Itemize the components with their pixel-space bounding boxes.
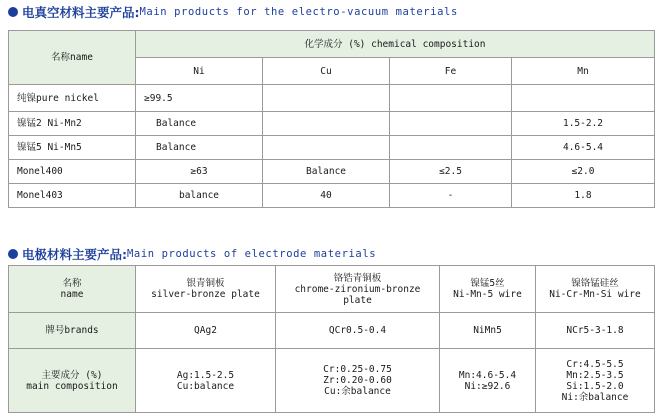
header-col-cn: 铬锆青铜板 [333, 272, 382, 284]
cell-fe [390, 112, 512, 136]
row-name: 镍锰2 Ni-Mn2 [9, 112, 136, 136]
table-row [9, 160, 655, 184]
section-title-cn: 电极材料主要产品: [22, 247, 127, 262]
header-col-en: chrome-zironium-bronze plate [294, 283, 421, 306]
cell-cu [263, 136, 390, 160]
bullet-icon [8, 249, 18, 259]
composition-cell [136, 349, 276, 413]
cell-ni: ≥99.5 [136, 85, 263, 112]
header-col [136, 266, 276, 313]
header-col-cn: 银青铜板 [186, 278, 225, 289]
header-name-cn: 名称 [62, 278, 82, 289]
cell-mn: ≤2.0 [512, 160, 655, 184]
row-name: 纯镍pure nickel [9, 85, 136, 112]
header-name [9, 266, 136, 313]
composition-label [9, 349, 136, 413]
header-col-en: Ni-Cr-Mn-Si wire [549, 289, 641, 300]
header-col [536, 266, 655, 313]
header-col-en: Ni-Mn-5 wire [453, 289, 522, 300]
cell-mn: 1.5-2.2 [512, 112, 655, 136]
cell-ni: balance [136, 184, 263, 208]
cell-ni: Balance [136, 112, 263, 136]
table-row [9, 85, 655, 112]
cell-fe: ≤2.5 [390, 160, 512, 184]
composition-line: Ni:≥92.6 [464, 380, 511, 392]
header-name-en: name [60, 289, 84, 300]
composition-line: Cu:余balance [324, 386, 391, 397]
row-name: Monel403 [9, 184, 136, 208]
section-title-cn: 电真空材料主要产品: [22, 5, 140, 20]
brand-cell: NCr5-3-1.8 [536, 313, 655, 349]
composition-line: Ni:余balance [561, 391, 629, 403]
cell-cu [263, 112, 390, 136]
header-col [276, 266, 440, 313]
header-cu: Cu [263, 58, 390, 85]
header-col [440, 266, 536, 313]
row-name: Monel400 [9, 160, 136, 184]
composition-line: Si:1.5-2.0 [566, 380, 624, 392]
header-col-en: silver-bronze plate [151, 289, 260, 300]
cell-fe [390, 136, 512, 160]
cell-fe: - [390, 184, 512, 208]
composition-line: Ag:1.5-2.5 [176, 369, 235, 381]
cell-mn: 1.8 [512, 184, 655, 208]
section-title-en: Main products for the electro-vacuum materials [139, 6, 458, 18]
table-row [9, 184, 655, 208]
row-name: 镍锰5 Ni-Mn5 [9, 136, 136, 160]
bullet-icon [8, 7, 18, 17]
brand-cell: QAg2 [136, 313, 276, 349]
composition-cell [536, 349, 655, 413]
header-name: 名称name [9, 31, 136, 85]
table-row [9, 349, 655, 413]
composition-cell [440, 349, 536, 413]
composition-line: Cr:4.5-5.5 [566, 358, 624, 370]
cell-fe [390, 85, 512, 112]
section-heading-electrode [8, 245, 376, 263]
composition-label-en: main composition [26, 380, 118, 392]
header-composition: 化学成分 (%) chemical composition [136, 31, 655, 58]
brands-label: 牌号brands [9, 313, 136, 349]
cell-mn [512, 85, 655, 112]
cell-cu [263, 85, 390, 112]
cell-mn: 4.6-5.4 [512, 136, 655, 160]
header-col-cn: 镍铬锰硅丝 [571, 278, 619, 289]
cell-cu: Balance [263, 160, 390, 184]
table-row [9, 313, 655, 349]
composition-line: Cu:balance [176, 380, 235, 392]
header-fe: Fe [390, 58, 512, 85]
composition-line: Cr:0.25-0.75 [323, 364, 392, 375]
vacuum-materials-table [8, 30, 655, 208]
composition-label-cn: 主要成分 (%) [41, 369, 103, 381]
header-col-cn: 镍锰5丝 [470, 278, 505, 289]
cell-ni: ≥63 [136, 160, 263, 184]
composition-line: Mn:4.6-5.4 [458, 369, 517, 381]
section-heading-vacuum [8, 3, 458, 21]
composition-cell [276, 349, 440, 413]
table-row [9, 112, 655, 136]
composition-line: Mn:2.5-3.5 [566, 369, 624, 381]
header-mn: Mn [512, 58, 655, 85]
table-row [9, 136, 655, 160]
electrode-materials-table [8, 265, 655, 413]
cell-cu: 40 [263, 184, 390, 208]
cell-ni: Balance [136, 136, 263, 160]
composition-line: Zr:0.20-0.60 [323, 375, 392, 386]
section-title-en: Main products of electrode materials [127, 248, 377, 260]
brand-cell: QCr0.5-0.4 [276, 313, 440, 349]
brand-cell: NiMn5 [440, 313, 536, 349]
header-ni: Ni [136, 58, 263, 85]
